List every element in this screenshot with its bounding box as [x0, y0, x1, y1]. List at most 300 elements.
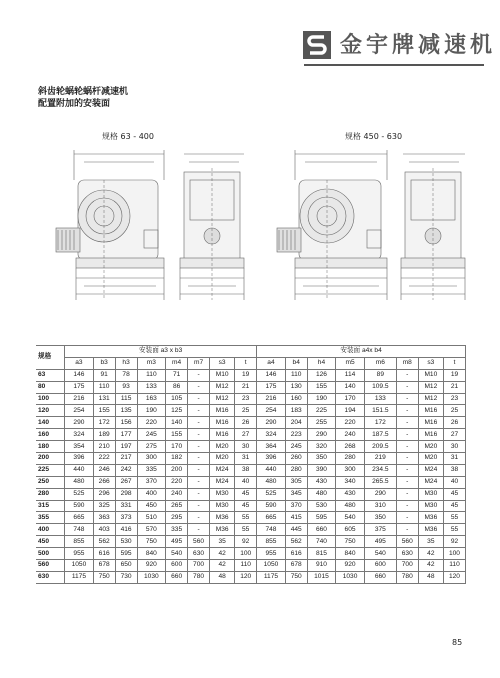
table-cell: 570 — [137, 524, 166, 536]
table-cell: 678 — [93, 560, 115, 572]
size-cell: 80 — [36, 381, 65, 393]
size-cell: 355 — [36, 512, 65, 524]
column-header: m7 — [188, 357, 210, 369]
table-cell: 630 — [188, 548, 210, 560]
table-cell: 562 — [285, 536, 307, 548]
drawing-right-label: 规格 450 - 630 — [345, 132, 403, 141]
size-cell: 315 — [36, 500, 65, 512]
table-cell: 170 — [336, 393, 365, 405]
size-cell: 500 — [36, 548, 65, 560]
table-cell: 280 — [285, 464, 307, 476]
table-cell: 45 — [443, 488, 465, 500]
document-title: 斜齿轮蜗轮蜗杆减速机 — [38, 87, 129, 97]
table-cell: 373 — [115, 512, 137, 524]
table-cell: 298 — [115, 488, 137, 500]
table-cell: 290 — [257, 417, 286, 429]
table-cell: 340 — [336, 476, 365, 488]
table-cell: 780 — [188, 571, 210, 583]
column-header: t — [235, 357, 257, 369]
table-row — [36, 381, 466, 393]
table-cell: 45 — [235, 500, 257, 512]
table-cell: - — [188, 381, 210, 393]
group-header-b: 安装面 a4x b4 — [257, 346, 466, 358]
table-cell: 920 — [137, 560, 166, 572]
table-cell: 45 — [235, 488, 257, 500]
table-cell: 155 — [307, 381, 336, 393]
group-header-a: 安装面 a3 x b3 — [65, 346, 257, 358]
column-header: b4 — [285, 357, 307, 369]
table-cell: 560 — [188, 536, 210, 548]
table-cell: 605 — [336, 524, 365, 536]
table-cell: 26 — [443, 417, 465, 429]
table-cell: 495 — [364, 536, 396, 548]
table-cell: 42 — [210, 548, 235, 560]
table-cell: M24 — [418, 476, 443, 488]
table-cell: 125 — [166, 405, 188, 417]
document-subtitle: 配置附加的安装面 — [38, 99, 111, 109]
table-cell: 440 — [257, 464, 286, 476]
table-row — [36, 488, 466, 500]
table-cell: - — [396, 381, 418, 393]
table-cell: 265 — [166, 500, 188, 512]
table-cell: 416 — [115, 524, 137, 536]
table-cell: 189 — [93, 429, 115, 441]
table-cell: 325 — [93, 500, 115, 512]
table-cell: 25 — [443, 405, 465, 417]
column-header: h3 — [115, 357, 137, 369]
table-cell: M12 — [210, 381, 235, 393]
table-cell: 255 — [307, 417, 336, 429]
table-cell: - — [396, 393, 418, 405]
column-header-row — [36, 357, 466, 369]
column-header: m6 — [364, 357, 396, 369]
table-cell: 370 — [285, 500, 307, 512]
table-cell: 190 — [137, 405, 166, 417]
table-cell: - — [396, 369, 418, 381]
size-cell: 200 — [36, 453, 65, 465]
table-cell: 105 — [166, 393, 188, 405]
column-header: a4 — [257, 357, 286, 369]
column-header: m3 — [137, 357, 166, 369]
table-cell: 350 — [307, 453, 336, 465]
table-cell: 430 — [307, 476, 336, 488]
dimension-table-wrap — [36, 345, 466, 584]
table-cell: - — [188, 512, 210, 524]
table-cell: 38 — [443, 464, 465, 476]
table-cell: M16 — [418, 405, 443, 417]
brand-name: 金宇牌减速机 — [340, 33, 497, 58]
table-cell: 354 — [65, 441, 94, 453]
table-cell: 600 — [166, 560, 188, 572]
table-cell: 48 — [418, 571, 443, 583]
table-cell: 730 — [115, 571, 137, 583]
table-cell: 155 — [93, 405, 115, 417]
table-cell: 740 — [307, 536, 336, 548]
column-header: m8 — [396, 357, 418, 369]
table-cell: 660 — [166, 571, 188, 583]
table-cell: M12 — [210, 393, 235, 405]
size-cell: 63 — [36, 369, 65, 381]
table-cell: 151.5 — [364, 405, 396, 417]
table-cell: 430 — [336, 488, 365, 500]
table-cell: 265.5 — [364, 476, 396, 488]
table-cell: 275 — [137, 441, 166, 453]
drawing-left-label: 规格 63 - 400 — [102, 132, 154, 141]
table-cell: 71 — [166, 369, 188, 381]
table-row — [36, 512, 466, 524]
table-cell: 175 — [257, 381, 286, 393]
brand-logo-icon — [302, 30, 332, 60]
table-cell: 172 — [93, 417, 115, 429]
table-cell: 155 — [166, 429, 188, 441]
table-cell: - — [396, 453, 418, 465]
table-row — [36, 441, 466, 453]
table-row — [36, 405, 466, 417]
size-cell: 140 — [36, 417, 65, 429]
table-cell: 86 — [166, 381, 188, 393]
table-cell: 616 — [285, 548, 307, 560]
table-cell: 331 — [115, 500, 137, 512]
table-cell: M16 — [418, 417, 443, 429]
table-cell: 23 — [235, 393, 257, 405]
table-cell: - — [396, 500, 418, 512]
table-cell: - — [396, 405, 418, 417]
table-cell: 650 — [115, 560, 137, 572]
table-cell: 160 — [285, 393, 307, 405]
table-cell: 305 — [285, 476, 307, 488]
table-cell: 240 — [336, 429, 365, 441]
table-cell: 55 — [235, 512, 257, 524]
table-cell: 27 — [235, 429, 257, 441]
table-cell: - — [188, 393, 210, 405]
table-cell: 197 — [115, 441, 137, 453]
table-cell: 42 — [210, 560, 235, 572]
table-cell: 630 — [396, 548, 418, 560]
table-corner: 规格 — [36, 346, 65, 370]
table-cell: 290 — [65, 417, 94, 429]
table-cell: M20 — [418, 441, 443, 453]
table-cell: - — [188, 464, 210, 476]
table-row — [36, 453, 466, 465]
table-cell: 45 — [443, 500, 465, 512]
table-cell: 815 — [307, 548, 336, 560]
table-cell: M16 — [210, 429, 235, 441]
table-cell: 170 — [166, 441, 188, 453]
table-cell: 120 — [443, 571, 465, 583]
size-cell: 450 — [36, 536, 65, 548]
gearbox-drawing-large — [265, 140, 470, 310]
table-cell: 320 — [307, 441, 336, 453]
table-cell: 172 — [364, 417, 396, 429]
table-cell: 42 — [418, 560, 443, 572]
table-cell: 177 — [115, 429, 137, 441]
table-cell: 222 — [93, 453, 115, 465]
table-cell: 1050 — [257, 560, 286, 572]
table-cell: 665 — [257, 512, 286, 524]
table-row — [36, 548, 466, 560]
table-cell: 480 — [336, 500, 365, 512]
table-cell: 216 — [257, 393, 286, 405]
table-cell: 396 — [65, 453, 94, 465]
table-cell: 345 — [285, 488, 307, 500]
size-cell: 250 — [36, 476, 65, 488]
table-cell: 1050 — [65, 560, 94, 572]
table-cell: 450 — [137, 500, 166, 512]
table-cell: 115 — [115, 393, 137, 405]
column-header: b3 — [93, 357, 115, 369]
table-cell: 700 — [396, 560, 418, 572]
table-cell: 19 — [235, 369, 257, 381]
table-cell: M36 — [418, 512, 443, 524]
table-cell: 530 — [115, 536, 137, 548]
table-cell: M16 — [210, 405, 235, 417]
table-cell: 93 — [115, 381, 137, 393]
table-cell: 110 — [285, 369, 307, 381]
table-cell: M30 — [210, 488, 235, 500]
table-cell: 194 — [336, 405, 365, 417]
gearbox-drawing-small — [34, 140, 249, 310]
table-cell: 540 — [336, 512, 365, 524]
table-cell: 23 — [443, 393, 465, 405]
table-cell: 364 — [257, 441, 286, 453]
table-cell: 109.5 — [364, 381, 396, 393]
size-cell: 225 — [36, 464, 65, 476]
table-cell: - — [396, 429, 418, 441]
table-cell: 525 — [65, 488, 94, 500]
table-cell: 254 — [257, 405, 286, 417]
table-cell: 955 — [257, 548, 286, 560]
table-cell: M24 — [210, 464, 235, 476]
table-cell: 133 — [137, 381, 166, 393]
table-cell: 660 — [364, 571, 396, 583]
table-cell: - — [188, 500, 210, 512]
table-cell: 375 — [364, 524, 396, 536]
table-cell: 540 — [166, 548, 188, 560]
table-cell: 200 — [166, 464, 188, 476]
table-cell: M24 — [210, 476, 235, 488]
table-row — [36, 476, 466, 488]
table-cell: 220 — [336, 417, 365, 429]
table-cell: 234.5 — [364, 464, 396, 476]
table-cell: 955 — [65, 548, 94, 560]
table-cell: 254 — [65, 405, 94, 417]
table-cell: 114 — [336, 369, 365, 381]
table-cell: 209.5 — [364, 441, 396, 453]
table-cell: 350 — [364, 512, 396, 524]
table-cell: 245 — [285, 441, 307, 453]
table-cell: 920 — [336, 560, 365, 572]
table-cell: - — [396, 441, 418, 453]
table-cell: 21 — [443, 381, 465, 393]
table-cell: 700 — [188, 560, 210, 572]
table-cell: M30 — [418, 488, 443, 500]
table-cell: M20 — [210, 441, 235, 453]
table-cell: - — [188, 417, 210, 429]
table-row — [36, 500, 466, 512]
table-cell: 510 — [137, 512, 166, 524]
header-rule — [304, 64, 484, 66]
table-cell: 290 — [364, 488, 396, 500]
table-cell: 396 — [257, 453, 286, 465]
table-cell: 1030 — [336, 571, 365, 583]
table-cell: 750 — [336, 536, 365, 548]
column-header: s3 — [418, 357, 443, 369]
table-cell: 495 — [166, 536, 188, 548]
table-row — [36, 429, 466, 441]
table-row — [36, 571, 466, 583]
table-cell: - — [188, 488, 210, 500]
table-cell: 840 — [336, 548, 365, 560]
table-cell: 480 — [257, 476, 286, 488]
table-cell: 100 — [235, 548, 257, 560]
table-cell: 140 — [166, 417, 188, 429]
table-cell: 27 — [443, 429, 465, 441]
table-cell: 220 — [166, 476, 188, 488]
table-cell: 748 — [65, 524, 94, 536]
table-cell: 217 — [115, 453, 137, 465]
table-cell: 660 — [307, 524, 336, 536]
table-cell: 600 — [364, 560, 396, 572]
table-cell: M16 — [418, 429, 443, 441]
table-cell: 324 — [257, 429, 286, 441]
table-cell: 156 — [115, 417, 137, 429]
column-header: h4 — [307, 357, 336, 369]
table-cell: 296 — [93, 488, 115, 500]
table-cell: 78 — [115, 369, 137, 381]
table-cell: 910 — [307, 560, 336, 572]
table-cell: 246 — [93, 464, 115, 476]
table-cell: 750 — [93, 571, 115, 583]
table-row — [36, 524, 466, 536]
size-cell: 400 — [36, 524, 65, 536]
table-cell: - — [396, 417, 418, 429]
table-cell: - — [188, 441, 210, 453]
table-cell: 55 — [443, 524, 465, 536]
table-cell: M10 — [418, 369, 443, 381]
table-cell: 390 — [307, 464, 336, 476]
table-cell: M36 — [210, 524, 235, 536]
table-cell: 146 — [257, 369, 286, 381]
table-cell: 216 — [65, 393, 94, 405]
table-cell: 370 — [137, 476, 166, 488]
table-cell: M12 — [418, 393, 443, 405]
size-cell: 630 — [36, 571, 65, 583]
table-cell: - — [188, 476, 210, 488]
table-cell: 363 — [93, 512, 115, 524]
table-cell: 110 — [235, 560, 257, 572]
table-cell: 130 — [285, 381, 307, 393]
table-cell: - — [188, 405, 210, 417]
table-cell: 335 — [166, 524, 188, 536]
table-cell: 268 — [336, 441, 365, 453]
table-cell: - — [396, 524, 418, 536]
table-cell: 133 — [364, 393, 396, 405]
table-cell: 267 — [115, 476, 137, 488]
table-cell: M10 — [210, 369, 235, 381]
table-cell: 30 — [443, 441, 465, 453]
table-cell: M36 — [210, 512, 235, 524]
table-cell: 616 — [93, 548, 115, 560]
table-cell: 89 — [364, 369, 396, 381]
size-cell: 100 — [36, 393, 65, 405]
table-cell: 560 — [396, 536, 418, 548]
table-cell: M20 — [418, 453, 443, 465]
size-cell: 560 — [36, 560, 65, 572]
table-cell: 750 — [137, 536, 166, 548]
table-cell: - — [188, 369, 210, 381]
table-row — [36, 369, 466, 381]
page-number: 85 — [452, 638, 463, 647]
table-cell: 840 — [137, 548, 166, 560]
table-cell: 140 — [336, 381, 365, 393]
table-cell: 187.5 — [364, 429, 396, 441]
table-cell: 35 — [418, 536, 443, 548]
table-cell: 260 — [285, 453, 307, 465]
dimension-table — [36, 345, 466, 584]
table-cell: 26 — [235, 417, 257, 429]
table-cell: 210 — [93, 441, 115, 453]
table-cell: 110 — [93, 381, 115, 393]
table-cell: 310 — [364, 500, 396, 512]
table-cell: 91 — [93, 369, 115, 381]
table-row — [36, 560, 466, 572]
size-cell: 280 — [36, 488, 65, 500]
table-cell: 324 — [65, 429, 94, 441]
table-cell: 240 — [166, 488, 188, 500]
table-cell: 25 — [235, 405, 257, 417]
table-cell: 120 — [235, 571, 257, 583]
table-cell: 146 — [65, 369, 94, 381]
table-cell: 135 — [115, 405, 137, 417]
table-cell: 40 — [235, 476, 257, 488]
table-cell: 415 — [285, 512, 307, 524]
table-cell: 295 — [166, 512, 188, 524]
table-cell: 163 — [137, 393, 166, 405]
table-cell: M16 — [210, 417, 235, 429]
table-cell: 335 — [137, 464, 166, 476]
table-cell: 183 — [285, 405, 307, 417]
table-cell: 780 — [396, 571, 418, 583]
table-row — [36, 536, 466, 548]
table-cell: 562 — [93, 536, 115, 548]
table-cell: 190 — [307, 393, 336, 405]
table-cell: 48 — [210, 571, 235, 583]
table-cell: 21 — [235, 381, 257, 393]
table-cell: 19 — [443, 369, 465, 381]
table-cell: 42 — [418, 548, 443, 560]
table-cell: M30 — [210, 500, 235, 512]
table-cell: 1175 — [257, 571, 286, 583]
table-cell: 280 — [336, 453, 365, 465]
table-cell: - — [396, 512, 418, 524]
size-cell: 180 — [36, 441, 65, 453]
table-cell: 855 — [65, 536, 94, 548]
table-cell: - — [188, 524, 210, 536]
table-cell: 40 — [443, 476, 465, 488]
table-cell: 590 — [257, 500, 286, 512]
table-cell: 131 — [93, 393, 115, 405]
table-cell: 242 — [115, 464, 137, 476]
table-cell: 223 — [285, 429, 307, 441]
table-cell: 590 — [65, 500, 94, 512]
table-cell: 480 — [65, 476, 94, 488]
table-cell: 300 — [137, 453, 166, 465]
table-cell: 31 — [235, 453, 257, 465]
table-body — [36, 369, 466, 583]
table-cell: M30 — [418, 500, 443, 512]
table-cell: 403 — [93, 524, 115, 536]
table-cell: 92 — [235, 536, 257, 548]
